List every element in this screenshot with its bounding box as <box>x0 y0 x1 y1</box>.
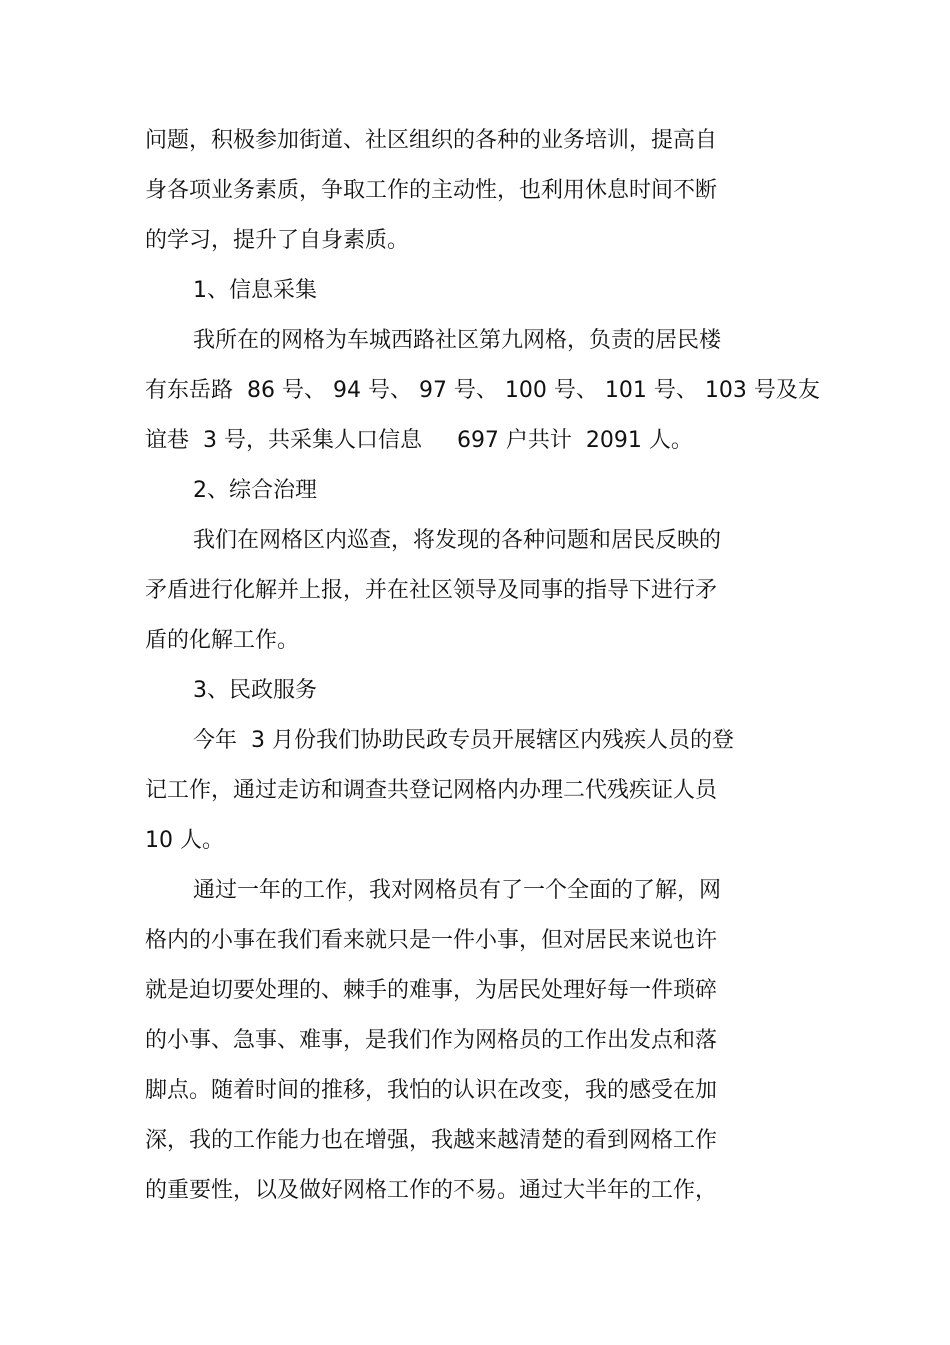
text-line: 通过一年的工作，我对网格员有了一个全面的了解，网 <box>193 878 722 903</box>
text-line: 问题，积极参加街道、社区组织的各种的业务培训，提高自 <box>145 128 718 153</box>
text-line: 的小事、急事、难事，是我们作为网格员的工作出发点和落 <box>145 1028 718 1053</box>
text-line: 盾的化解工作。 <box>145 628 300 653</box>
text-line: 10 人。 <box>145 828 224 853</box>
text-line: 就是迫切要处理的、棘手的难事，为居民处理好每一件琐碎 <box>145 978 718 1003</box>
section-heading: 1、信息采集 <box>193 278 317 303</box>
text-line: 有东岳路 86 号、 94 号、 97 号、 100 号、 101 号、 103 号及友 <box>145 378 820 403</box>
text-line: 矛盾进行化解并上报，并在社区领导及同事的指导下进行矛 <box>145 578 718 603</box>
text-line: 脚点。随着时间的推移，我怕的认识在改变，我的感受在加 <box>145 1078 718 1103</box>
section-heading: 3、民政服务 <box>193 678 317 703</box>
text-line: 的学习，提升了自身素质。 <box>145 228 410 253</box>
text-line: 我所在的网格为车城西路社区第九网格，负责的居民楼 <box>193 328 722 353</box>
section-heading: 2、综合治理 <box>193 478 317 503</box>
text-line: 谊巷 3 号，共采集人口信息 697 户共计 2091 人。 <box>145 428 693 453</box>
text-line: 记工作，通过走访和调查共登记网格内办理二代残疾证人员 <box>145 778 718 803</box>
text-line: 格内的小事在我们看来就只是一件小事，但对居民来说也许 <box>145 928 718 953</box>
text-line: 我们在网格区内巡查，将发现的各种问题和居民反映的 <box>193 528 722 553</box>
text-line: 深，我的工作能力也在增强，我越来越清楚的看到网格工作 <box>145 1128 718 1153</box>
text-line: 身各项业务素质，争取工作的主动性，也利用休息时间不断 <box>145 178 718 203</box>
text-line: 今年 3 月份我们协助民政专员开展辖区内残疾人员的登 <box>193 728 734 753</box>
text-line: 的重要性，以及做好网格工作的不易。通过大半年的工作， <box>145 1178 718 1203</box>
